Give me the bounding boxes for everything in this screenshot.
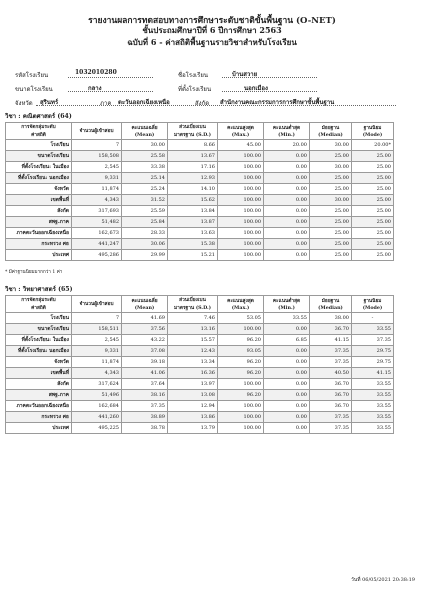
cell-mode: 41.15 [352,368,394,379]
cell-mean: 38.89 [122,412,168,423]
cell-count: 9,331 [72,173,122,184]
cell-median: 37.35 [310,423,352,434]
cell-count: 495,225 [72,423,122,434]
cell-min: 0.00 [264,195,310,206]
table-row [6,184,394,195]
table-row [6,335,394,346]
cell-mean: 25.58 [122,151,168,162]
cell-sd: 13.34 [168,357,218,368]
cell-count: 441,260 [72,412,122,423]
table-row [6,228,394,239]
school-location-label: ที่ตั้งโรงเรียน [178,86,212,93]
cell-count: 7 [72,313,122,324]
cell-max: 100.00 [218,151,264,162]
cell-min: 20.00 [264,140,310,151]
cell-mode: 25.00 [352,239,394,250]
col-header-sd: ส่วนเบี่ยงเบน มาตรฐาน (S.D.) [168,296,218,313]
cell-max: 96.20 [218,368,264,379]
affiliation-label: สังกัด [195,100,210,107]
cell-max: 100.00 [218,195,264,206]
cell-median: 40.50 [310,368,352,379]
cell-median: 30.00 [310,140,352,151]
cell-mode: 33.55 [352,423,394,434]
cell-max: 100.00 [218,239,264,250]
cell-mean: 37.56 [122,324,168,335]
cell-median: 41.15 [310,335,352,346]
cell-sd: 12.93 [168,173,218,184]
report-subtitle: ชั้นประถมศึกษาปีที่ 6 ปีการศึกษา 2563 [142,25,282,35]
col-header-min: คะแนนต่ำสุด (Min.) [264,296,310,313]
cell-max: 100.00 [218,423,264,434]
row-label: ภาคตะวันออกเฉียงเหนือ [6,401,72,412]
table-row [6,195,394,206]
cell-mean: 39.18 [122,357,168,368]
cell-max: 96.20 [218,357,264,368]
row-label: โรงเรียน [6,313,72,324]
cell-mode: 25.00 [352,184,394,195]
table-row [6,151,394,162]
cell-max: 93.05 [218,346,264,357]
cell-sd: 12.43 [168,346,218,357]
row-label: ที่ตั้งโรงเรียน: นอกเมือง [6,346,72,357]
cell-count: 317,624 [72,379,122,390]
school-code-underline [68,77,153,78]
cell-median: 36.70 [310,401,352,412]
row-label: จังหวัด [6,357,72,368]
cell-min: 0.00 [264,228,310,239]
cell-median: 37.35 [310,357,352,368]
row-label: ที่ตั้งโรงเรียน: ในเมือง [6,162,72,173]
table-row [6,162,394,173]
table-row [6,401,394,412]
cell-mode: 25.00 [352,250,394,261]
col-header-group: การจัดกลุ่มระดับ ค่าสถิติ [6,296,72,313]
cell-max: 100.00 [218,206,264,217]
col-header-mode: ฐานนิยม (Mode) [352,123,394,140]
table-row [6,423,394,434]
col-header-sd: ส่วนเบี่ยงเบน มาตรฐาน (S.D.) [168,123,218,140]
col-header-median: มัธยฐาน (Median) [310,123,352,140]
cell-mean: 38.16 [122,390,168,401]
cell-median: 25.00 [310,239,352,250]
row-label: ประเทศ [6,423,72,434]
row-label: กระทรวง ศธ [6,239,72,250]
row-label: โรงเรียน [6,140,72,151]
row-label: สพฐ.ภาค [6,217,72,228]
col-header-mean: คะแนนเฉลี่ย (Mean) [122,123,168,140]
cell-max: 100.00 [218,228,264,239]
cell-mode: 33.55 [352,379,394,390]
cell-mode: 29.75 [352,346,394,357]
cell-min: 0.00 [264,173,310,184]
cell-median: 25.00 [310,184,352,195]
cell-median: 25.00 [310,217,352,228]
col-header-min: คะแนนต่ำสุด (Min.) [264,123,310,140]
cell-median: 25.00 [310,151,352,162]
cell-min: 0.00 [264,184,310,195]
col-header-count: จำนวนผู้เข้าสอบ [72,123,122,140]
cell-mode: 37.35 [352,335,394,346]
cell-mode: 25.00 [352,151,394,162]
cell-count: 51,482 [72,217,122,228]
cell-count: 2,545 [72,335,122,346]
school-location: นอกเมือง [244,85,268,92]
cell-sd: 7.46 [168,313,218,324]
cell-max: 96.20 [218,390,264,401]
cell-min: 0.00 [264,239,310,250]
cell-mean: 33.38 [122,162,168,173]
cell-median: 30.00 [310,162,352,173]
cell-min: 33.55 [264,313,310,324]
school-size: กลาง [88,85,102,92]
cell-mode: 33.55 [352,324,394,335]
cell-median: 36.70 [310,390,352,401]
cell-mode: 20.00* [352,140,394,151]
cell-sd: 13.16 [168,324,218,335]
school-code: 1032010280 [75,69,117,76]
cell-count: 317,693 [72,206,122,217]
cell-count: 495,286 [72,250,122,261]
table-row [6,140,394,151]
cell-count: 51,496 [72,390,122,401]
col-header-group: การจัดกลุ่มระดับ ค่าสถิติ [6,123,72,140]
row-label: ขนาดโรงเรียน [6,151,72,162]
col-header-median: มัธยฐาน (Median) [310,296,352,313]
cell-mean: 25.59 [122,206,168,217]
cell-count: 9,331 [72,346,122,357]
cell-mean: 41.69 [122,313,168,324]
cell-min: 0.00 [264,346,310,357]
cell-median: 25.00 [310,173,352,184]
cell-max: 100.00 [218,184,264,195]
cell-min: 0.00 [264,368,310,379]
cell-min: 0.00 [264,379,310,390]
school-name: บ้านสวาย [232,71,258,78]
table-row [6,379,394,390]
cell-mean: 43.22 [122,335,168,346]
cell-sd: 15.57 [168,335,218,346]
cell-min: 0.00 [264,412,310,423]
row-label: กระทรวง ศธ [6,412,72,423]
region-label: ภาค [100,100,112,107]
affiliation: สำนักงานคณะกรรมการการศึกษาขั้นพื้นฐาน [220,99,335,106]
school-size-label: ขนาดโรงเรียน [15,86,53,93]
cell-min: 0.00 [264,162,310,173]
cell-mean: 37.64 [122,379,168,390]
cell-max: 100.00 [218,217,264,228]
cell-mean: 30.00 [122,140,168,151]
cell-mean: 25.84 [122,217,168,228]
cell-median: 37.35 [310,346,352,357]
cell-median: 38.00 [310,313,352,324]
table-row [6,250,394,261]
cell-max: 100.00 [218,324,264,335]
cell-mean: 25.14 [122,173,168,184]
cell-sd: 16.36 [168,368,218,379]
row-label: ที่ตั้งโรงเรียน: ในเมือง [6,335,72,346]
row-label: สพฐ.ภาค [6,390,72,401]
school-size-underline [68,91,153,92]
cell-mean: 25.24 [122,184,168,195]
cell-max: 100.00 [218,173,264,184]
cell-sd: 13.97 [168,379,218,390]
cell-count: 11,874 [72,357,122,368]
cell-max: 100.00 [218,412,264,423]
cell-sd: 12.94 [168,401,218,412]
mode-footnote: * มีค่าฐานนิยมมากกว่า 1 ค่า [5,270,63,275]
region: ตะวันออกเฉียงเหนือ [118,99,170,106]
cell-max: 100.00 [218,379,264,390]
cell-min: 0.00 [264,390,310,401]
table-row [6,346,394,357]
report-title: รายงานผลการทดสอบทางการศึกษาระดับชาติขั้นพื้นฐาน (O-NET) [88,16,336,26]
cell-min: 0.00 [264,206,310,217]
cell-mode: 25.00 [352,162,394,173]
cell-max: 100.00 [218,401,264,412]
table-row [6,239,394,250]
cell-mode: 25.00 [352,173,394,184]
cell-min: 6.85 [264,335,310,346]
row-label: ประเทศ [6,250,72,261]
table-row [6,313,394,324]
cell-min: 0.00 [264,151,310,162]
row-label: สังกัด [6,379,72,390]
cell-median: 25.00 [310,228,352,239]
cell-median: 37.35 [310,412,352,423]
cell-sd: 15.62 [168,195,218,206]
table-row [6,368,394,379]
cell-sd: 13.86 [168,412,218,423]
stats-table-science [5,295,394,434]
cell-sd: 17.16 [168,162,218,173]
report-number: ฉบับที่ 6 - ค่าสถิติพื้นฐานรายวิชาสำหรับโรงเรียน [127,37,297,47]
cell-mean: 28.33 [122,228,168,239]
school-location-underline [222,91,317,92]
col-header-max: คะแนนสูงสุด (Max.) [218,296,264,313]
cell-max: 96.20 [218,335,264,346]
table-row [6,173,394,184]
cell-sd: 13.08 [168,390,218,401]
cell-mode: 25.00 [352,217,394,228]
col-header-mode: ฐานนิยม (Mode) [352,296,394,313]
cell-mean: 38.78 [122,423,168,434]
school-name-label: ชื่อโรงเรียน [178,72,208,79]
cell-mode: 33.55 [352,390,394,401]
province: สุรินทร์ [40,99,59,106]
stats-table-math [5,122,394,261]
cell-max: 100.00 [218,162,264,173]
table-row [6,357,394,368]
table-row [6,412,394,423]
cell-mode: 33.55 [352,412,394,423]
cell-count: 7 [72,140,122,151]
cell-min: 0.00 [264,401,310,412]
table-row [6,324,394,335]
cell-count: 162,673 [72,228,122,239]
cell-count: 158,508 [72,151,122,162]
cell-median: 30.00 [310,195,352,206]
cell-mean: 37.35 [122,401,168,412]
cell-min: 0.00 [264,250,310,261]
cell-sd: 13.84 [168,206,218,217]
cell-min: 0.00 [264,217,310,228]
cell-max: 45.00 [218,140,264,151]
print-timestamp: วันที่ 06/05/2021 20:38:19 [351,577,415,583]
row-label: เขตพื้นที่ [6,195,72,206]
cell-min: 0.00 [264,324,310,335]
cell-mode: 25.00 [352,195,394,206]
cell-count: 2,545 [72,162,122,173]
cell-count: 441,247 [72,239,122,250]
cell-count: 158,511 [72,324,122,335]
cell-mean: 30.06 [122,239,168,250]
row-label: เขตพื้นที่ [6,368,72,379]
cell-mean: 37.08 [122,346,168,357]
row-label: ขนาดโรงเรียน [6,324,72,335]
cell-sd: 15.38 [168,239,218,250]
table-row [6,390,394,401]
cell-median: 25.00 [310,206,352,217]
cell-sd: 13.63 [168,228,218,239]
cell-sd: 13.67 [168,151,218,162]
cell-mode: 29.75 [352,357,394,368]
cell-sd: 14.10 [168,184,218,195]
cell-sd: 13.87 [168,217,218,228]
table-row [6,206,394,217]
row-label: จังหวัด [6,184,72,195]
cell-count: 4,343 [72,195,122,206]
cell-mean: 31.52 [122,195,168,206]
cell-min: 0.00 [264,423,310,434]
row-label: สังกัด [6,206,72,217]
cell-median: 36.70 [310,379,352,390]
cell-sd: 8.66 [168,140,218,151]
province-label: จังหวัด [15,100,33,107]
cell-mode: 25.00 [352,228,394,239]
cell-mode: 25.00 [352,206,394,217]
cell-count: 11,874 [72,184,122,195]
col-header-mean: คะแนนเฉลี่ย (Mean) [122,296,168,313]
section-title-math: วิชา : คณิตศาสตร์ (64) [5,113,72,120]
cell-mean: 29.99 [122,250,168,261]
cell-median: 25.00 [310,250,352,261]
school-code-label: รหัสโรงเรียน [15,72,49,79]
cell-max: 53.05 [218,313,264,324]
cell-sd: 13.79 [168,423,218,434]
cell-mode: - [352,313,394,324]
col-header-count: จำนวนผู้เข้าสอบ [72,296,122,313]
cell-min: 0.00 [264,357,310,368]
province-underline [36,105,396,106]
cell-sd: 15.21 [168,250,218,261]
cell-max: 100.00 [218,250,264,261]
col-header-max: คะแนนสูงสุด (Max.) [218,123,264,140]
cell-count: 162,684 [72,401,122,412]
table-row [6,217,394,228]
row-label: ภาคตะวันออกเฉียงเหนือ [6,228,72,239]
cell-median: 36.70 [310,324,352,335]
section-title-science: วิชา : วิทยาศาสตร์ (65) [5,286,73,293]
row-label: ที่ตั้งโรงเรียน: นอกเมือง [6,173,72,184]
cell-count: 4,343 [72,368,122,379]
school-name-underline [222,77,317,78]
cell-mode: 33.55 [352,401,394,412]
cell-mean: 41.06 [122,368,168,379]
